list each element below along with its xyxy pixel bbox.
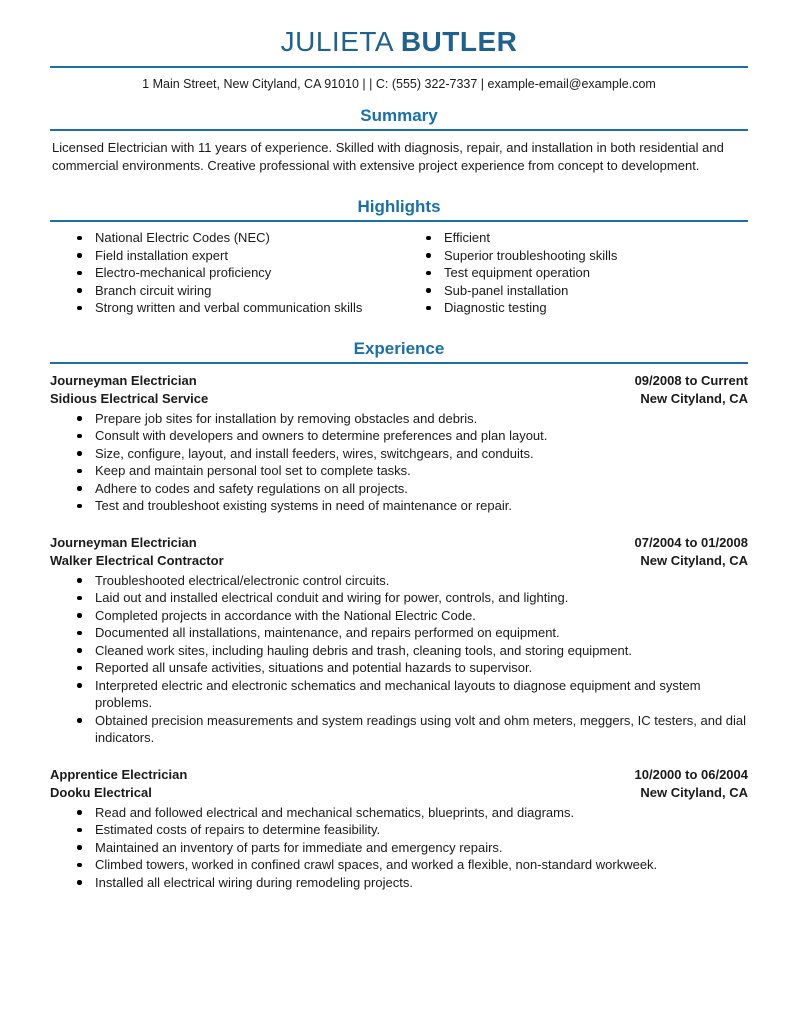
job-dates-location xyxy=(635,372,748,408)
experience-divider xyxy=(50,362,748,364)
highlight-item: Field installation expert xyxy=(50,247,399,265)
job-bullet: Troubleshooted electrical/electronic control circuits. xyxy=(50,572,748,590)
candidate-name xyxy=(50,26,748,58)
job-dates: 09/2008 to Current xyxy=(634,372,748,388)
job-bullet: Laid out and installed electrical conduit and wiring for power, controls, and lighting. xyxy=(50,589,748,607)
highlight-item: Sub-panel installation xyxy=(399,282,748,300)
experience-section-title: Experience xyxy=(353,338,445,358)
job-entry-2 xyxy=(50,534,748,747)
highlights-divider xyxy=(50,220,748,222)
job-bullet: Estimated costs of repairs to determine feasibility. xyxy=(50,821,748,839)
job-bullet: Cleaned work sites, including hauling debris and trash, cleaning tools, and storing equipment. xyxy=(50,642,748,660)
job-bullet: Obtained precision measurements and system readings using volt and ohm meters, meggers, IC testers, and dial indicators. xyxy=(50,712,748,747)
summary-section-title: Summary xyxy=(360,106,438,125)
job-bullet: Climbed towers, worked in confined crawl spaces, and worked a flexible, non-standard workweek. xyxy=(50,856,748,874)
job-header xyxy=(50,534,748,570)
highlight-item: National Electric Codes (NEC) xyxy=(50,229,399,247)
highlights-section-title: Highlights xyxy=(357,197,441,216)
job-title-employer xyxy=(50,534,224,570)
job-title: Apprentice Electrician xyxy=(50,766,188,782)
highlight-item: Efficient xyxy=(399,229,748,247)
job-header xyxy=(50,766,748,802)
highlight-item: Superior troubleshooting skills xyxy=(399,247,748,265)
job-bullet: Documented all installations, maintenance, and repairs performed on equipment. xyxy=(50,624,748,642)
job-location: New Cityland, CA xyxy=(640,390,748,406)
job-bullet: Installed all electrical wiring during remodeling projects. xyxy=(50,874,748,892)
job-dates-location xyxy=(635,766,748,802)
job-title: Journeyman Electrician xyxy=(50,534,197,550)
job-bullet: Test and troubleshoot existing systems in need of maintenance or repair. xyxy=(50,497,748,515)
job-title: Journeyman Electrician xyxy=(50,372,197,388)
highlight-item: Diagnostic testing xyxy=(399,299,748,317)
job-dates: 07/2004 to 01/2008 xyxy=(634,534,748,550)
job-bullet: Completed projects in accordance with the National Electric Code. xyxy=(50,607,748,625)
summary-text: Licensed Electrician with 11 years of experience. Skilled with diagnosis, repair, and installation in both residential and commercial environments. Creative professional with extensive project experience from concept to development. xyxy=(52,140,724,173)
job-bullet: Interpreted electric and electronic schematics and mechanical layouts to diagnose equipment and system problems. xyxy=(50,677,748,712)
job-entry-1 xyxy=(50,372,748,515)
highlight-item: Strong written and verbal communication skills xyxy=(50,299,399,317)
job-dates-location xyxy=(635,534,748,570)
section-summary xyxy=(50,106,748,175)
highlights-list-right xyxy=(399,229,748,317)
section-experience xyxy=(50,339,748,892)
job-bullet-list xyxy=(50,804,748,892)
resume-header xyxy=(50,26,748,91)
job-bullet: Keep and maintain personal tool set to complete tasks. xyxy=(50,462,748,480)
job-bullet: Maintained an inventory of parts for immediate and emergency repairs. xyxy=(50,839,748,857)
job-bullet-list xyxy=(50,572,748,747)
job-bullet-list xyxy=(50,410,748,515)
job-bullet: Read and followed electrical and mechanical schematics, blueprints, and diagrams. xyxy=(50,804,748,822)
job-location: New Cityland, CA xyxy=(640,552,748,568)
job-bullet: Adhere to codes and safety regulations on all projects. xyxy=(50,480,748,498)
job-employer: Dooku Electrical xyxy=(50,784,152,800)
contact-line: 1 Main Street, New Cityland, CA 91010 | | C: (555) 322-7337 | example-email@example.com xyxy=(142,77,656,91)
job-entry-3 xyxy=(50,766,748,892)
job-bullet: Size, configure, layout, and install feeders, wires, switchgears, and conduits. xyxy=(50,445,748,463)
job-employer: Walker Electrical Contractor xyxy=(50,552,224,568)
job-title-employer xyxy=(50,372,208,408)
job-employer: Sidious Electrical Service xyxy=(50,390,209,406)
highlight-item: Electro-mechanical proficiency xyxy=(50,264,399,282)
job-dates: 10/2000 to 06/2004 xyxy=(634,766,748,782)
job-bullet: Reported all unsafe activities, situations and potential hazards to supervisor. xyxy=(50,659,748,677)
section-highlights xyxy=(50,197,748,317)
job-title-employer xyxy=(50,766,187,802)
highlights-columns xyxy=(50,229,748,317)
job-location: New Cityland, CA xyxy=(640,784,748,800)
highlight-item: Branch circuit wiring xyxy=(50,282,399,300)
highlights-list-left xyxy=(50,229,399,317)
header-divider xyxy=(50,66,748,68)
job-bullet: Prepare job sites for installation by removing obstacles and debris. xyxy=(50,410,748,428)
summary-divider xyxy=(50,129,748,131)
job-bullet: Consult with developers and owners to determine preferences and plan layout. xyxy=(50,427,748,445)
highlight-item: Test equipment operation xyxy=(399,264,748,282)
job-header xyxy=(50,372,748,408)
candidate-first-name: JULIETA xyxy=(280,26,393,57)
candidate-last-name: BUTLER xyxy=(400,26,518,57)
